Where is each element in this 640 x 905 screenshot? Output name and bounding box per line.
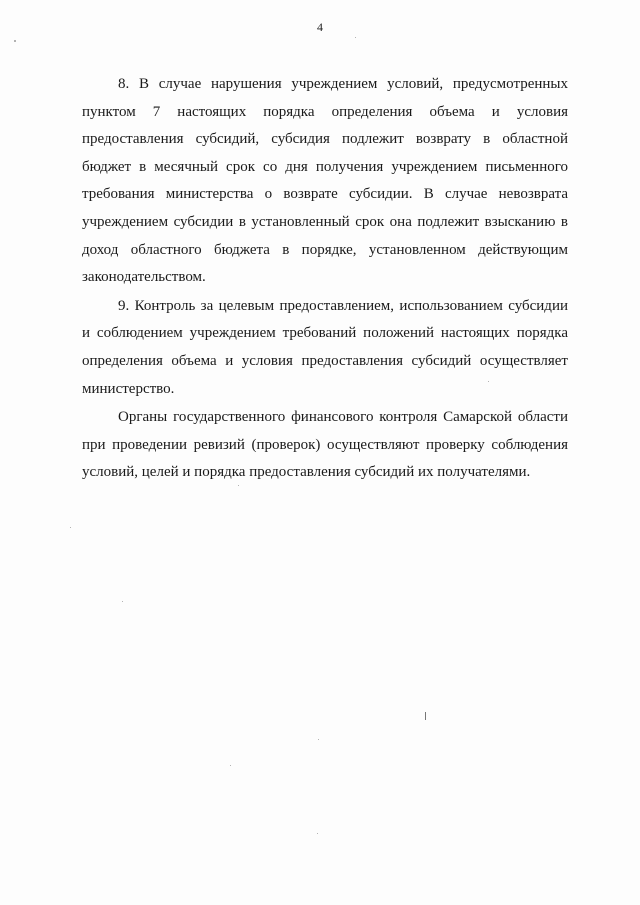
- scan-speck: [317, 833, 318, 834]
- scan-speck: [14, 40, 16, 42]
- paragraph-control-bodies: Органы государственного финансового контроля Самарской области при проведении ревизий (проверок) осуществляют проверку соблюдения условий, целей и порядка предоставления субсидий их получателями.: [82, 409, 568, 481]
- scan-speck: [318, 739, 319, 740]
- page-number: 4: [317, 20, 323, 34]
- scan-speck: [230, 765, 231, 766]
- scan-speck: [238, 485, 239, 486]
- scan-speck: [355, 37, 356, 38]
- document-body: [82, 71, 568, 487]
- paragraph-9: 9. Контроль за целевым предоставлением, использованием субсидии и соблюдением учреждением требований положений настоящих порядка определения объема и условия предоставления субсидий осуществляет министерство.: [82, 297, 568, 397]
- scan-speck: [70, 527, 71, 528]
- scan-speck: [488, 381, 489, 382]
- paragraph-8: 8. В случае нарушения учреждением условий, предусмотренных пунктом 7 настоящих порядка определения объема и условия предоставления субсидий, субсидия подлежит возврату в областной бюджет в месячный срок со дня получения учреждением письменного требования министерства о возврате субсидии. В случае невозврата учреждением субсидии в установленный срок она подлежит взысканию в доход областного бюджета в порядке, установленном действующим законодательством.: [82, 76, 568, 286]
- scan-speck: [122, 601, 123, 602]
- scan-speck: [425, 712, 426, 720]
